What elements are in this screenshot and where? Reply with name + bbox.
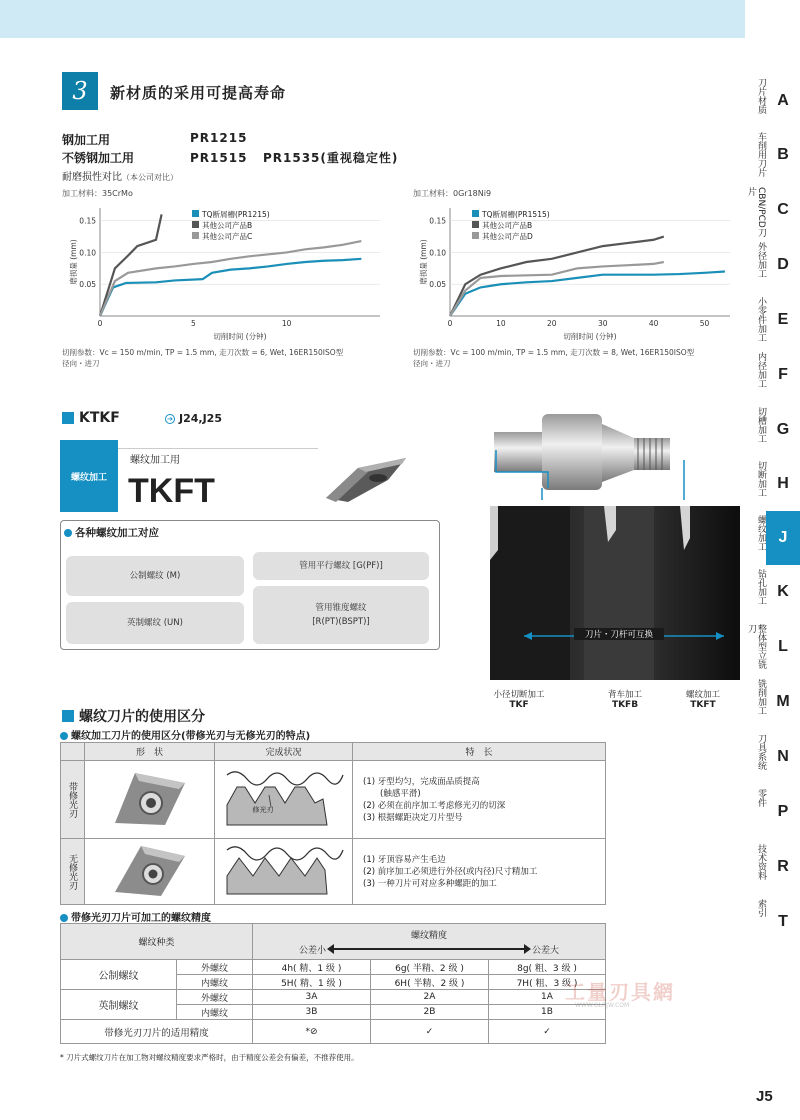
top-banner [0, 0, 745, 38]
sidebar-tab-letter: E [777, 311, 789, 328]
features-no-wiper [353, 839, 606, 905]
accuracy-header-row [61, 924, 606, 960]
tool-code-tkfb: TKFB [611, 700, 639, 710]
sidebar-tab-a[interactable] [744, 74, 800, 128]
x-tick-label: 20 [547, 319, 557, 328]
thread-unified: 英制螺纹 (UN) [66, 602, 244, 644]
chart2-caption: 切削参数：Vc = 100 m/min, TP = 1.5 mm, 走刀次数 = 8, Wet, 16ER150ISO型 径向・进刀 [413, 348, 695, 368]
legend-swatch [192, 232, 199, 239]
metric-int-3: 7H( 粗、3 级 ) [489, 975, 606, 990]
applicable-label: 带修光刃刀片的适用精度 [61, 1020, 253, 1044]
sidebar-tab-letter: C [777, 201, 789, 218]
thread-metric: 公制螺纹 (M) [66, 556, 244, 596]
sidebar-tab-d[interactable] [744, 238, 800, 292]
thread-pipe-parallel: 管用平行螺纹 [G(PF)] [253, 552, 429, 580]
table-row [61, 761, 606, 839]
sidebar-tab-label: 螺纹加工 [756, 515, 766, 551]
tool-desc-tkf: 小径切断加工 [493, 690, 545, 700]
sidebar-tab-letter: J [766, 511, 800, 565]
sidebar-tab-label: 整体型立铣刀 [746, 624, 766, 669]
watermark-url: WWW.GLRJW.COM [575, 1002, 630, 1009]
int-label: 内螺纹 [177, 1005, 253, 1020]
x-tick-label: 0 [447, 319, 453, 328]
sidebar-tab-letter: F [778, 366, 788, 383]
legend-swatch [472, 232, 479, 239]
x-tick-label: 30 [597, 319, 608, 328]
thread-types-title [64, 525, 159, 540]
wiper-insert-icon [105, 763, 195, 833]
sidebar-tab-label: 切槽加工 [756, 407, 766, 443]
wear-title [62, 168, 178, 183]
section-number: 3 [62, 72, 98, 110]
tolerance-arrow [329, 948, 529, 950]
material-label-steel: 钢加工用 [62, 133, 111, 147]
section-title: 新材质的采用可提高寿命 [110, 84, 287, 102]
un-ext-3: 1A [489, 990, 606, 1005]
legend-label: TQ断屑槽(PR1515) [482, 210, 550, 219]
metric-ext-1: 4h( 精、1 级 ) [253, 960, 371, 975]
chart2-subtitle: 加工材料：0Gr18Ni9 [413, 189, 492, 198]
sidebar-tab-letter: M [776, 693, 790, 710]
thread-types-title-text: 各种螺纹加工对应 [75, 527, 159, 539]
row-label-wiper: 带修光刃 [61, 761, 85, 839]
sidebar-tab-label: 外径加工 [756, 242, 766, 278]
sidebar-tab-letter: D [777, 256, 789, 273]
reference-link[interactable] [165, 412, 222, 425]
sidebar-tab-letter: L [778, 638, 788, 655]
sidebar-tab-t[interactable] [744, 895, 800, 949]
sidebar-tab-label: 刀片材质 [756, 78, 766, 114]
usage-section-heading [62, 706, 205, 726]
no-wiper-finish-diagram [219, 840, 349, 900]
no-wiper-insert-icon [105, 840, 195, 900]
wear-title-text: 耐磨损性对比 [62, 172, 122, 183]
sidebar-tab-letter: A [777, 92, 789, 109]
ext-label: 外螺纹 [177, 960, 253, 975]
wear-note: （本公司对比） [122, 173, 178, 182]
sidebar-tab-label: 索引 [756, 899, 766, 917]
sidebar-tab-label: 车削用刀片 [756, 132, 766, 177]
series-line-2 [450, 237, 664, 316]
x-tick-label: 10 [496, 319, 506, 328]
sidebar-tab-r[interactable] [744, 840, 800, 894]
sidebar-tab-b[interactable] [744, 128, 800, 182]
legend-label: TQ断屑槽(PR1215) [202, 210, 270, 219]
table-header-row [61, 743, 606, 761]
product-name: TKFT [128, 472, 215, 510]
x-tick-label: 10 [281, 319, 292, 328]
usage-subtitle [60, 727, 310, 742]
wiper-finish-diagram [219, 765, 349, 835]
row-label-no-wiper: 无修光刃 [61, 839, 85, 905]
usage-table [60, 742, 606, 905]
x-tick-label: 0 [97, 319, 103, 328]
sidebar-tab-letter: H [777, 475, 789, 492]
tool-desc-tkfb: 背车加工 [607, 690, 642, 700]
bullet-dot [60, 914, 68, 922]
applicable-mark-1: *⊘ [253, 1020, 371, 1044]
applicable-mark-3: ✓ [489, 1020, 606, 1044]
applicable-mark-2: ✓ [371, 1020, 489, 1044]
x-tick-label: 40 [648, 319, 659, 328]
table-row [61, 839, 606, 905]
header-features: 特 长 [353, 743, 606, 761]
header-accuracy [253, 924, 606, 960]
sidebar-tab-g[interactable] [744, 403, 800, 457]
unified-label: 英制螺纹 [61, 990, 177, 1020]
sidebar-tab-c[interactable] [744, 183, 800, 237]
metric-label: 公制螺纹 [61, 960, 177, 990]
heading-square [62, 412, 74, 424]
un-ext-2: 2A [371, 990, 489, 1005]
sidebar-tab-label: 内径加工 [756, 352, 766, 388]
watermark: 工量刃具網 [565, 980, 675, 1004]
finish-diagram-no-wiper [215, 839, 353, 905]
bullet-dot [64, 529, 72, 537]
un-int-1: 3B [253, 1005, 371, 1020]
series-line-2 [100, 214, 162, 316]
series-line-1 [100, 259, 361, 316]
table-row [61, 1020, 606, 1044]
footnote: * 刀片式螺纹刀片在加工物对螺纹精度要求严格时，由于精度公差会有偏差，不推荐使用。 [60, 1053, 359, 1062]
sidebar-tab-letter: P [777, 803, 789, 820]
ext-label: 外螺纹 [177, 990, 253, 1005]
y-tick-label: 0.15 [429, 216, 446, 226]
accuracy-heading [60, 909, 211, 924]
sidebar-tab-label: 钻孔加工 [756, 569, 766, 605]
x-axis-label: 切削时间 (分钟) [563, 332, 617, 341]
legend-label: 其他公司产品B [482, 221, 533, 230]
usage-label: 螺纹加工用 [130, 455, 180, 466]
sidebar-tab-label: 零件 [756, 789, 766, 807]
sidebar-tab-letter: K [777, 583, 789, 600]
sidebar-tab-letter: G [776, 421, 790, 438]
feature-line: (触感平滑) [363, 788, 421, 799]
tolerance-large: 公差大 [532, 945, 560, 956]
legend-label: 其他公司产品B [202, 221, 253, 230]
bullet-dot [60, 732, 68, 740]
sidebar-tab-letter: N [777, 748, 789, 765]
sidebar-tab-m[interactable] [744, 675, 800, 729]
tool-code-tkft: TKFT [690, 700, 716, 710]
sidebar-tab-letter: B [777, 146, 789, 163]
un-int-2: 2B [371, 1005, 489, 1020]
legend-swatch [192, 210, 199, 217]
material-grade-stainless: PR1515 PR1535(重视稳定性) [190, 151, 399, 165]
sidebar-tab-h[interactable] [744, 457, 800, 511]
heading-square [62, 710, 74, 722]
usage-subtitle-text: 螺纹加工刀片的使用区分(带修光刃与无修光刃的特点) [71, 731, 311, 742]
tolerance-small: 公差小 [298, 945, 326, 956]
legend-label: 其他公司产品C [202, 232, 253, 241]
insert-icon [318, 450, 410, 510]
sidebar-tab-l[interactable] [744, 620, 800, 674]
sidebar-tab-label: 切断加工 [756, 461, 766, 497]
x-tick-label: 5 [190, 319, 196, 328]
product-code-heading [62, 410, 120, 426]
feature-line: (1) 牙型均匀，完成面品质提高 [363, 776, 480, 787]
thread-pipe-taper: 管用锥度螺纹 [R(PT)(BSPT)] [253, 586, 429, 644]
header-thread-kind: 螺纹种类 [61, 924, 253, 960]
header-finish: 完成状况 [215, 743, 353, 761]
metric-int-1: 5H( 精、1 级 ) [253, 975, 371, 990]
feature-line: (1) 牙顶容易产生毛边 [363, 854, 446, 865]
metric-ext-3: 8g( 粗、3 级 ) [489, 960, 606, 975]
x-tick-label: 50 [699, 319, 710, 328]
sidebar-tab-p[interactable] [744, 785, 800, 839]
sidebar-tab-label: 铣削加工 [756, 679, 766, 715]
metric-int-2: 6H( 半精、2 级 ) [371, 975, 489, 990]
usage-section-title: 螺纹刀片的使用区分 [79, 709, 205, 725]
sidebar-tab-letter: T [778, 913, 788, 930]
series-line-3 [450, 262, 664, 316]
table-row [61, 990, 606, 1005]
finish-diagram-wiper [215, 761, 353, 839]
material-label-stainless: 不锈钢加工用 [62, 151, 135, 165]
chart1-caption: 切削参数：Vc = 150 m/min, TP = 1.5 mm, 走刀次数 = 6, Wet, 16ER150ISO型 径向・进刀 [62, 348, 344, 368]
material-grade-steel: PR1215 [190, 131, 248, 145]
tool-code-tkf: TKF [509, 700, 529, 710]
accuracy-table [60, 923, 606, 1044]
series-line-1 [450, 272, 725, 316]
legend-swatch [192, 221, 199, 228]
y-tick-label: 0.10 [79, 248, 96, 258]
accuracy-title: 带修光刃刀片可加工的螺纹精度 [71, 913, 211, 924]
legend-label: 其他公司产品D [482, 232, 533, 241]
feature-line: (2) 必须在前序加工考虑修光刃的切深 [363, 800, 506, 811]
header-blank [61, 743, 85, 761]
sidebar-tab-n[interactable] [744, 730, 800, 784]
un-int-3: 1B [489, 1005, 606, 1020]
feature-line: (3) 一种刀片可对应多种螺距的加工 [363, 878, 497, 889]
insert-image-no-wiper [85, 839, 215, 905]
y-axis-label: 磨损量 (mm) [419, 239, 428, 285]
y-axis-label: 磨损量 (mm) [69, 239, 78, 285]
sidebar-tab-label: 刀具系统 [756, 734, 766, 770]
legend-swatch [472, 210, 479, 217]
tool-desc-tkft: 螺纹加工 [685, 690, 720, 700]
y-tick-label: 0.05 [429, 280, 446, 290]
features-wiper [353, 761, 606, 839]
divider [118, 448, 318, 449]
metric-ext-2: 6g( 半精、2 级 ) [371, 960, 489, 975]
sidebar-tab-label: 小零件加工 [756, 297, 766, 342]
un-ext-1: 3A [253, 990, 371, 1005]
sidebar-tab-letter: R [777, 858, 789, 875]
chart-0gr18ni9 [412, 200, 742, 345]
interchangeable-label: 刀片・刀杆可互换 [574, 628, 664, 640]
tolerance-scale [255, 943, 603, 956]
sidebar-tab-e[interactable] [744, 293, 800, 347]
thread-badge: 螺纹加工 [60, 440, 118, 512]
table-row [61, 960, 606, 975]
header-accuracy-label: 螺纹精度 [410, 930, 447, 941]
reference-pages: J24,J25 [179, 412, 222, 425]
sidebar-tab-k[interactable] [744, 565, 800, 619]
wiper-label: 修光刃 [252, 805, 274, 814]
sidebar-tab-j[interactable] [744, 511, 800, 565]
sidebar-tab-f[interactable] [744, 348, 800, 402]
insert-image-wiper [85, 761, 215, 839]
chart1-subtitle: 加工材料：35CrMo [62, 189, 133, 198]
x-axis-label: 切削时间 (分钟) [213, 332, 267, 341]
feature-line: (2) 前序加工必须进行外径(或内径)尺寸精加工 [363, 866, 538, 877]
feature-line: (3) 根据螺距决定刀片型号 [363, 812, 463, 823]
arrow-circle-icon: ➔ [165, 414, 175, 424]
header-shape: 形 状 [85, 743, 215, 761]
sidebar-tab-label: CBN/PCD刀片 [746, 187, 766, 237]
int-label: 内螺纹 [177, 975, 253, 990]
sidebar-tab-label: 技术资料 [756, 844, 766, 880]
page-number: J5 [756, 1088, 773, 1105]
legend-swatch [472, 221, 479, 228]
y-tick-label: 0.05 [79, 280, 96, 290]
y-tick-label: 0.10 [429, 248, 446, 258]
chart-35crmo [62, 200, 392, 345]
y-tick-label: 0.15 [79, 216, 96, 226]
product-code: KTKF [79, 410, 120, 426]
